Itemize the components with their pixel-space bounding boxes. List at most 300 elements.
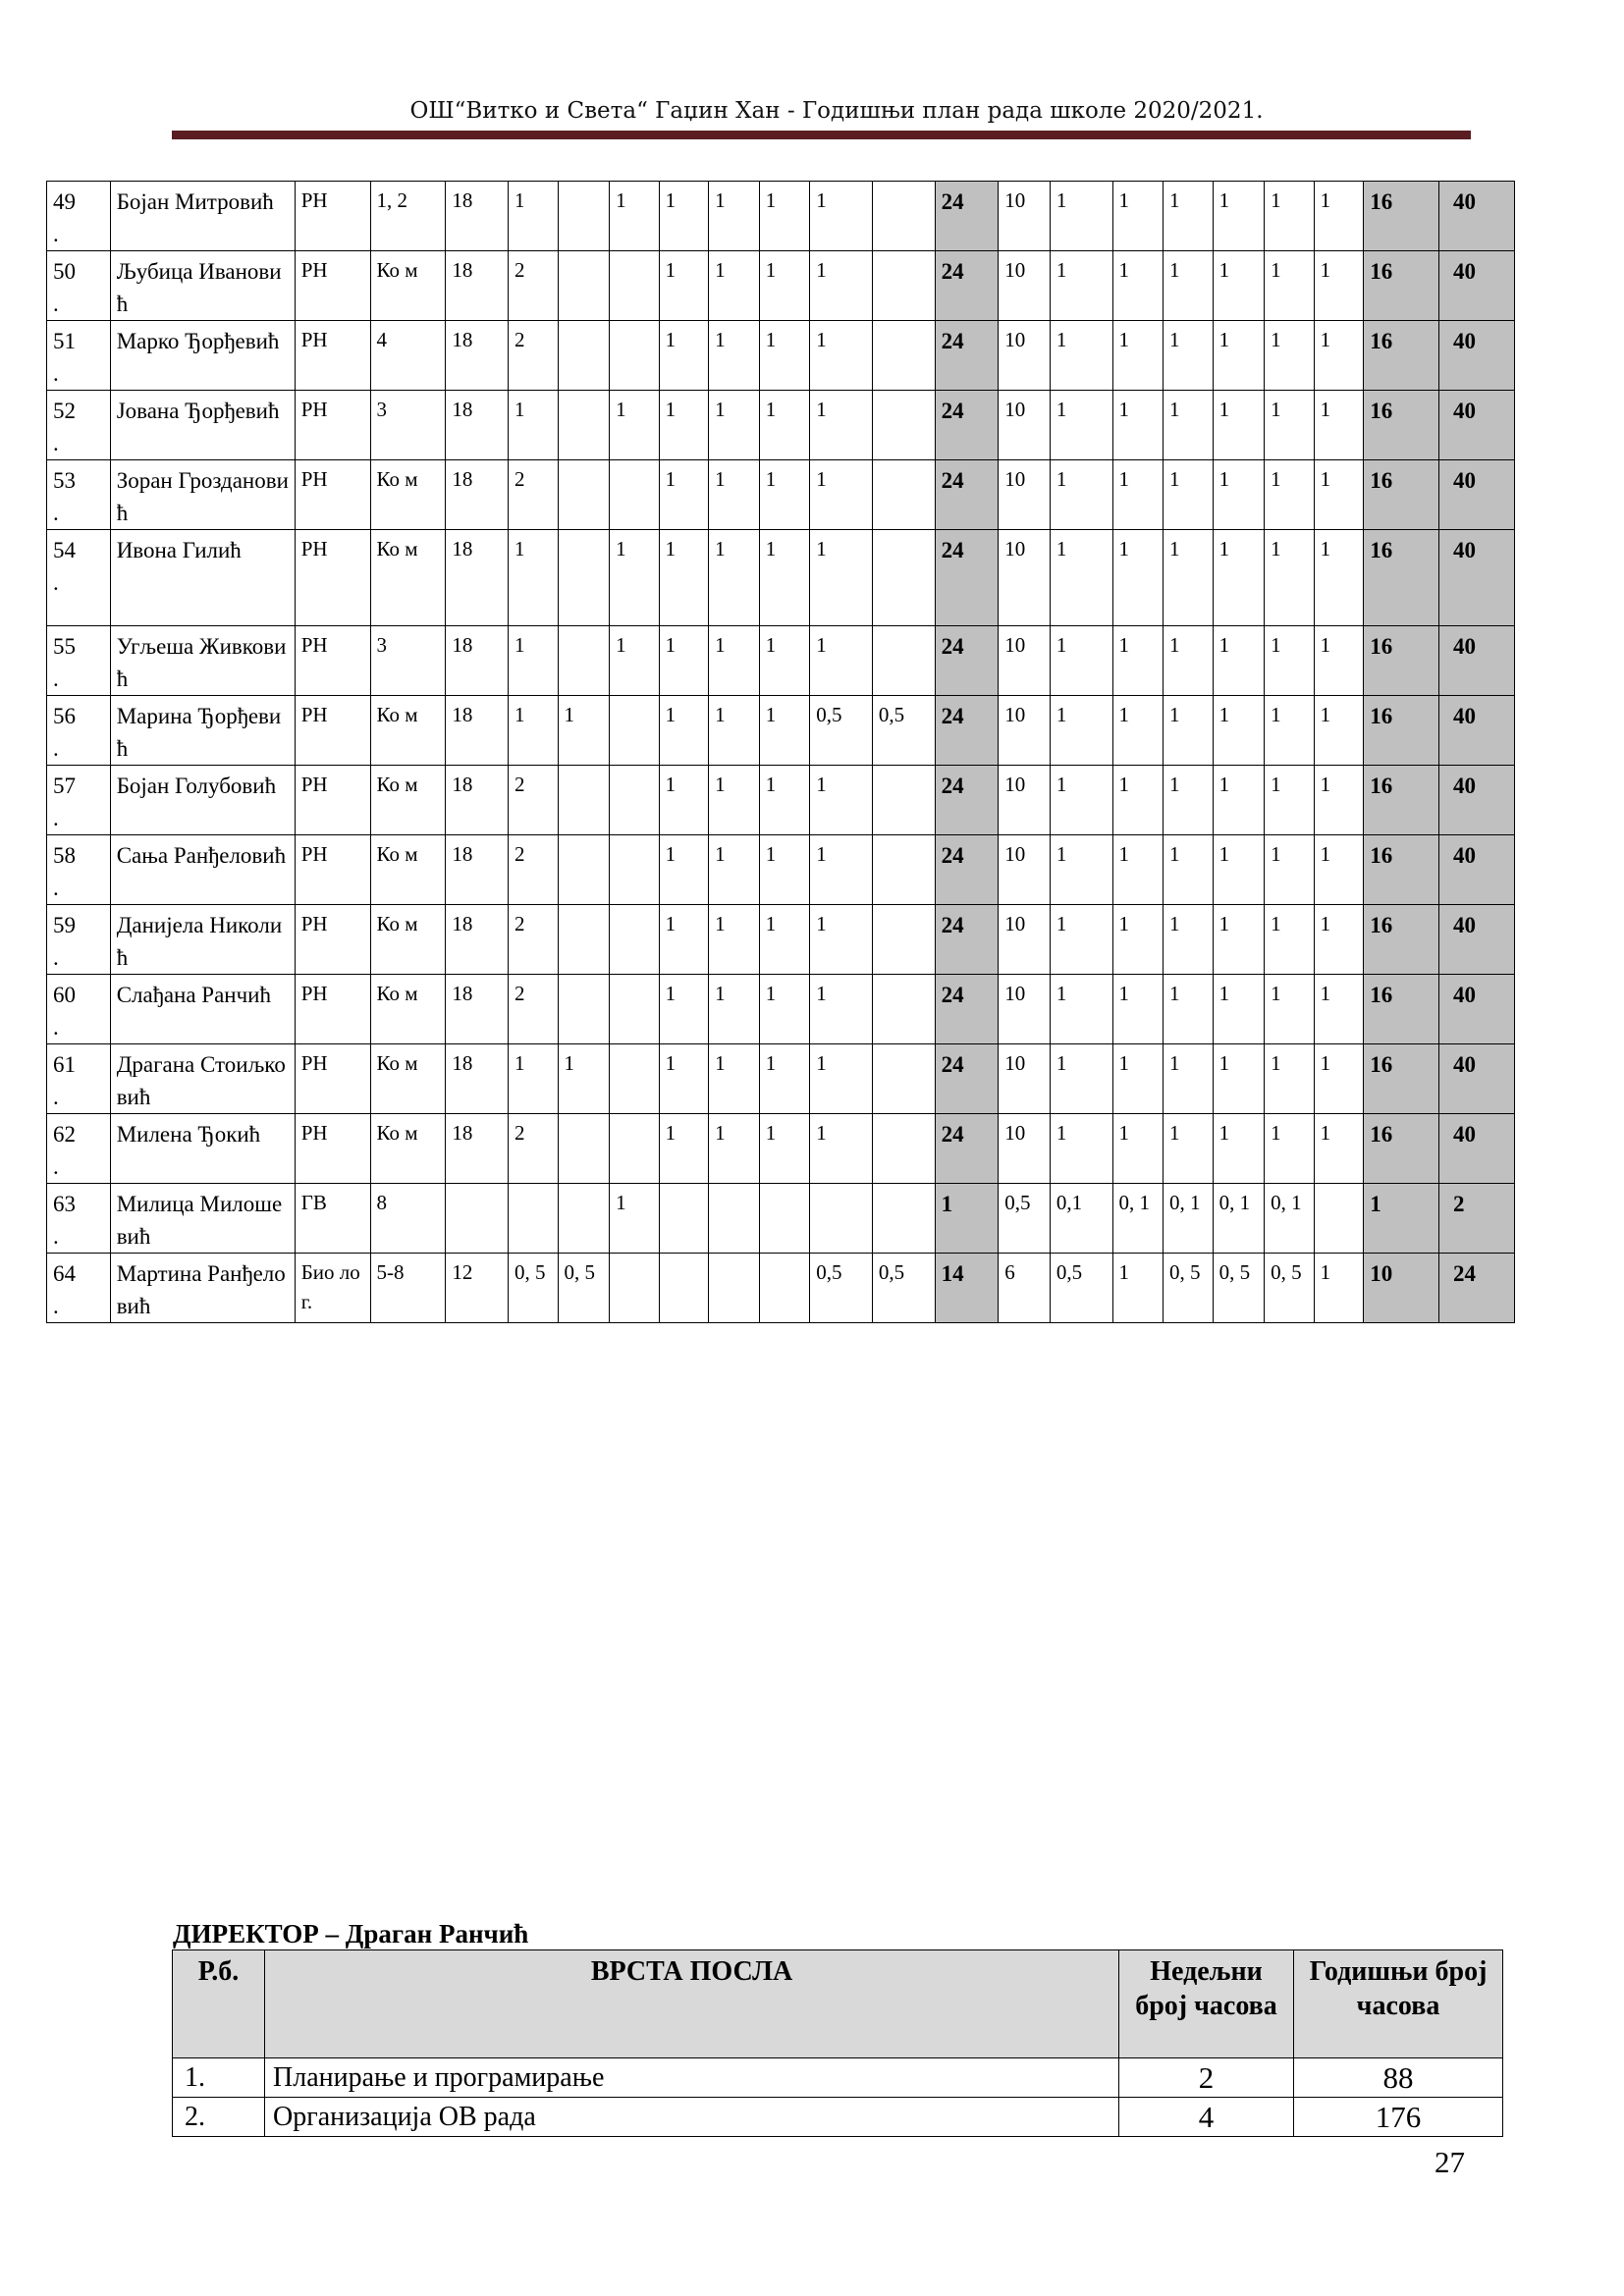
hours-cell xyxy=(558,321,610,391)
hours-cell xyxy=(558,626,610,696)
hours-cell xyxy=(872,1184,935,1254)
teacher-name: Милена Ђокић xyxy=(110,1114,295,1184)
hours-cell: 1 xyxy=(1213,460,1265,530)
teacher-name: Данијела Николић xyxy=(110,905,295,975)
hours-cell: 18 xyxy=(446,1114,509,1184)
hours-cell: 1 xyxy=(1314,766,1364,835)
hours-cell: 1 xyxy=(759,766,810,835)
hours-cell: РН xyxy=(295,391,370,460)
hours-cell: 24 xyxy=(935,696,999,766)
hours-cell xyxy=(610,766,660,835)
hours-cell xyxy=(558,766,610,835)
hours-cell xyxy=(872,626,935,696)
teacher-row xyxy=(47,905,1515,975)
hours-cell: 16 xyxy=(1364,975,1439,1044)
hours-cell: 1 xyxy=(810,766,873,835)
hours-cell: 1 xyxy=(1265,251,1315,321)
hours-cell: РН xyxy=(295,1114,370,1184)
hours-cell: 1 xyxy=(1050,182,1112,251)
hours-cell: 1 xyxy=(810,530,873,626)
hours-cell: 4 xyxy=(370,321,446,391)
hours-cell: 1 xyxy=(1050,766,1112,835)
hours-cell: 1 xyxy=(610,1184,660,1254)
hours-cell xyxy=(610,1254,660,1323)
weekly-hours: 2 xyxy=(1119,2058,1294,2098)
hours-cell: 1 xyxy=(1213,696,1265,766)
hours-cell xyxy=(610,696,660,766)
hours-cell: Ко м xyxy=(370,1044,446,1114)
hours-cell: 10 xyxy=(999,251,1051,321)
hours-cell: 1 xyxy=(1050,530,1112,626)
hours-cell: 1 xyxy=(1265,766,1315,835)
row-number: 61 . xyxy=(47,1044,111,1114)
hours-cell: 1 xyxy=(1265,391,1315,460)
hours-cell: 1 xyxy=(659,905,709,975)
hours-cell: 1 xyxy=(810,835,873,905)
row-number: 59 . xyxy=(47,905,111,975)
hours-cell xyxy=(872,391,935,460)
hours-cell: 1 xyxy=(759,905,810,975)
hours-cell: 1 xyxy=(1213,530,1265,626)
hours-cell: 18 xyxy=(446,321,509,391)
hours-cell: 0, 1 xyxy=(1265,1184,1315,1254)
hours-cell: 1 xyxy=(1050,835,1112,905)
hours-cell: 1 xyxy=(810,182,873,251)
hours-cell: 1 xyxy=(508,530,558,626)
hours-cell: 0, 1 xyxy=(1112,1184,1164,1254)
hours-cell: 1 xyxy=(1265,696,1315,766)
hours-cell: 1 xyxy=(810,626,873,696)
hours-cell: 10 xyxy=(999,460,1051,530)
hours-cell: 18 xyxy=(446,626,509,696)
hours-cell: 16 xyxy=(1364,391,1439,460)
hours-cell: 1 xyxy=(1213,1044,1265,1114)
hours-cell: 16 xyxy=(1364,530,1439,626)
hours-cell: 1 xyxy=(1213,626,1265,696)
hours-cell: 1 xyxy=(709,1114,760,1184)
hours-cell xyxy=(558,1114,610,1184)
hours-cell: 1 xyxy=(1314,975,1364,1044)
teacher-row xyxy=(47,766,1515,835)
teacher-row xyxy=(47,835,1515,905)
hours-cell: 1 xyxy=(508,1044,558,1114)
hours-cell: 18 xyxy=(446,696,509,766)
row-number: 50 . xyxy=(47,251,111,321)
hours-cell: 0, 1 xyxy=(1164,1184,1214,1254)
teacher-row xyxy=(47,1114,1515,1184)
hours-cell: 1 xyxy=(659,251,709,321)
hours-cell: РН xyxy=(295,460,370,530)
row-number: 49 . xyxy=(47,182,111,251)
teacher-name: Бојан Голубовић xyxy=(110,766,295,835)
hours-cell: 0,5 xyxy=(810,1254,873,1323)
hours-cell xyxy=(558,1184,610,1254)
row-number: 63 . xyxy=(47,1184,111,1254)
teacher-name: Сања Ранђеловић xyxy=(110,835,295,905)
hours-cell: 1 xyxy=(1164,460,1214,530)
hours-cell: 40 xyxy=(1439,530,1515,626)
hours-cell xyxy=(872,182,935,251)
weekly-hours: 4 xyxy=(1119,2098,1294,2137)
hours-cell: 1 xyxy=(1265,460,1315,530)
hours-cell: 2 xyxy=(508,321,558,391)
row-number: 2. xyxy=(173,2098,265,2137)
header-annual-hours: Годишњи број часова xyxy=(1294,1950,1503,2058)
header-weekly-hours: Недељни број часова xyxy=(1119,1950,1294,2058)
row-number: 54 . xyxy=(47,530,111,626)
hours-cell: 16 xyxy=(1364,321,1439,391)
hours-cell: 1 xyxy=(1112,1044,1164,1114)
hours-cell: Ко м xyxy=(370,696,446,766)
hours-cell: 1 xyxy=(1164,182,1214,251)
hours-cell: 1 xyxy=(508,696,558,766)
hours-cell: Ко м xyxy=(370,766,446,835)
hours-cell: 40 xyxy=(1439,696,1515,766)
hours-cell: 1 xyxy=(1314,530,1364,626)
hours-cell: 10 xyxy=(999,905,1051,975)
hours-cell: 1 xyxy=(1050,696,1112,766)
teacher-name: Бојан Митровић xyxy=(110,182,295,251)
hours-cell: 1 xyxy=(1314,460,1364,530)
hours-cell: 1 xyxy=(1112,391,1164,460)
hours-cell: РН xyxy=(295,626,370,696)
hours-cell: 8 xyxy=(370,1184,446,1254)
hours-cell: Ко м xyxy=(370,460,446,530)
hours-cell: 1 xyxy=(1112,766,1164,835)
hours-cell xyxy=(872,766,935,835)
hours-cell: 1 xyxy=(1213,1114,1265,1184)
hours-cell: 1 xyxy=(759,321,810,391)
hours-cell: 24 xyxy=(935,321,999,391)
hours-cell: 16 xyxy=(1364,835,1439,905)
hours-cell: 2 xyxy=(508,766,558,835)
hours-cell: 1 xyxy=(558,1044,610,1114)
hours-cell: 1 xyxy=(810,251,873,321)
hours-cell: 16 xyxy=(1364,696,1439,766)
hours-cell: 1 xyxy=(1164,251,1214,321)
annual-hours: 176 xyxy=(1294,2098,1503,2137)
hours-cell: 1 xyxy=(1164,1114,1214,1184)
teacher-row xyxy=(47,1184,1515,1254)
hours-cell: 1 xyxy=(810,391,873,460)
teacher-name: Слађана Ранчић xyxy=(110,975,295,1044)
hours-cell: 1 xyxy=(1265,1114,1315,1184)
hours-cell: 1 xyxy=(709,530,760,626)
hours-cell: 1 xyxy=(1050,975,1112,1044)
hours-cell: 2 xyxy=(508,975,558,1044)
hours-cell: 1 xyxy=(709,251,760,321)
hours-cell xyxy=(709,1184,760,1254)
row-number: 58 . xyxy=(47,835,111,905)
hours-cell: 40 xyxy=(1439,460,1515,530)
hours-cell: 1 xyxy=(759,835,810,905)
director-row xyxy=(173,2098,1503,2137)
hours-cell: 1 xyxy=(1213,321,1265,391)
hours-cell: РН xyxy=(295,835,370,905)
hours-cell: 1 xyxy=(1112,460,1164,530)
hours-cell: 0,5 xyxy=(872,696,935,766)
hours-cell xyxy=(759,1254,810,1323)
hours-cell: 24 xyxy=(935,1114,999,1184)
hours-cell: 10 xyxy=(999,391,1051,460)
hours-cell: 1 xyxy=(1213,975,1265,1044)
hours-cell: РН xyxy=(295,1044,370,1114)
hours-cell xyxy=(558,391,610,460)
hours-cell: 1 xyxy=(1314,1044,1364,1114)
hours-cell: 1 xyxy=(810,460,873,530)
hours-cell: РН xyxy=(295,975,370,1044)
hours-cell: 1 xyxy=(1213,391,1265,460)
row-number: 55 . xyxy=(47,626,111,696)
hours-cell: 1 xyxy=(1050,1114,1112,1184)
hours-cell: РН xyxy=(295,182,370,251)
hours-cell: 0, 5 xyxy=(558,1254,610,1323)
hours-cell: 1 xyxy=(1112,626,1164,696)
hours-cell: 18 xyxy=(446,975,509,1044)
teacher-row xyxy=(47,321,1515,391)
hours-cell: 1 xyxy=(610,626,660,696)
hours-cell: 1 xyxy=(709,696,760,766)
hours-cell: 10 xyxy=(999,530,1051,626)
hours-cell xyxy=(610,460,660,530)
hours-cell: 10 xyxy=(999,835,1051,905)
hours-cell: 1, 2 xyxy=(370,182,446,251)
hours-cell: 0,5 xyxy=(1050,1254,1112,1323)
annual-hours: 88 xyxy=(1294,2058,1503,2098)
hours-cell: 1 xyxy=(935,1184,999,1254)
hours-cell: 1 xyxy=(1050,460,1112,530)
hours-cell: 16 xyxy=(1364,182,1439,251)
hours-cell: 16 xyxy=(1364,460,1439,530)
hours-cell: 0, 1 xyxy=(1213,1184,1265,1254)
hours-cell: Ко м xyxy=(370,1114,446,1184)
teacher-name: Ивона Гилић xyxy=(110,530,295,626)
teacher-row xyxy=(47,182,1515,251)
hours-cell: 10 xyxy=(1364,1254,1439,1323)
hours-cell: 1 xyxy=(709,975,760,1044)
hours-cell: 1 xyxy=(1213,766,1265,835)
teacher-name: Љубица Ивановић xyxy=(110,251,295,321)
hours-cell: Ко м xyxy=(370,975,446,1044)
hours-cell: 1 xyxy=(659,460,709,530)
hours-cell: 18 xyxy=(446,766,509,835)
hours-cell: 1 xyxy=(1050,626,1112,696)
hours-cell xyxy=(508,1184,558,1254)
hours-cell: 0,5 xyxy=(810,696,873,766)
hours-cell: 3 xyxy=(370,626,446,696)
hours-cell: 1 xyxy=(1213,182,1265,251)
teacher-name: Драгана Стоиљковић xyxy=(110,1044,295,1114)
teacher-name: Марина Ђорђевић xyxy=(110,696,295,766)
hours-cell: 10 xyxy=(999,182,1051,251)
page-header-title: ОШ“Витко и Света“ Гаџин Хан - Годишњи план рада школе 2020/2021. xyxy=(409,98,1264,124)
hours-cell: 40 xyxy=(1439,835,1515,905)
hours-cell: 1 xyxy=(759,1044,810,1114)
hours-cell: 40 xyxy=(1439,182,1515,251)
hours-cell: 1 xyxy=(1164,321,1214,391)
hours-cell: 18 xyxy=(446,530,509,626)
hours-cell: 1 xyxy=(1265,182,1315,251)
hours-cell xyxy=(558,182,610,251)
hours-cell: 6 xyxy=(999,1254,1051,1323)
row-number: 56 . xyxy=(47,696,111,766)
hours-cell: 40 xyxy=(1439,626,1515,696)
hours-cell: 1 xyxy=(810,1114,873,1184)
hours-cell: РН xyxy=(295,251,370,321)
hours-cell: 1 xyxy=(810,975,873,1044)
hours-cell: 1 xyxy=(1050,1044,1112,1114)
header-rb: Р.б. xyxy=(173,1950,265,2058)
teacher-row xyxy=(47,696,1515,766)
hours-cell: 24 xyxy=(935,530,999,626)
teacher-hours-table xyxy=(46,181,1515,1323)
hours-cell: 1 xyxy=(759,530,810,626)
header-divider xyxy=(172,131,1471,139)
hours-cell: 1 xyxy=(759,251,810,321)
hours-cell: 1 xyxy=(610,391,660,460)
hours-cell: 24 xyxy=(935,975,999,1044)
hours-cell: 1 xyxy=(709,626,760,696)
hours-cell: 1 xyxy=(1314,1114,1364,1184)
hours-cell xyxy=(446,1184,509,1254)
hours-cell: 1 xyxy=(810,905,873,975)
hours-cell: 1 xyxy=(1314,905,1364,975)
hours-cell: 1 xyxy=(759,182,810,251)
hours-cell: 16 xyxy=(1364,905,1439,975)
hours-cell: 1 xyxy=(1112,835,1164,905)
work-type: Планирање и програмирање xyxy=(265,2058,1119,2098)
hours-cell: 1 xyxy=(759,391,810,460)
hours-cell: 1 xyxy=(1112,251,1164,321)
row-number: 51 . xyxy=(47,321,111,391)
hours-cell: 1 xyxy=(709,391,760,460)
hours-cell: 1 xyxy=(659,321,709,391)
hours-cell: Ко м xyxy=(370,530,446,626)
hours-cell xyxy=(558,530,610,626)
hours-cell: 1 xyxy=(759,626,810,696)
hours-cell xyxy=(659,1184,709,1254)
hours-cell xyxy=(558,835,610,905)
hours-cell: Ко м xyxy=(370,835,446,905)
page-number: 27 xyxy=(1435,2145,1465,2179)
hours-cell: 1 xyxy=(1050,391,1112,460)
hours-cell: 1 xyxy=(558,696,610,766)
hours-cell: 40 xyxy=(1439,905,1515,975)
hours-cell: 1 xyxy=(1265,975,1315,1044)
hours-cell: РН xyxy=(295,766,370,835)
hours-cell: 24 xyxy=(935,766,999,835)
hours-cell: 1 xyxy=(659,626,709,696)
hours-cell: 16 xyxy=(1364,766,1439,835)
hours-cell: 1 xyxy=(1213,251,1265,321)
hours-cell: 1 xyxy=(1112,182,1164,251)
hours-cell: 24 xyxy=(1439,1254,1515,1323)
hours-cell: 1 xyxy=(1164,1044,1214,1114)
row-number: 57 . xyxy=(47,766,111,835)
hours-cell xyxy=(610,1044,660,1114)
hours-cell xyxy=(872,1044,935,1114)
hours-cell: 1 xyxy=(1164,530,1214,626)
hours-cell: 1 xyxy=(709,766,760,835)
hours-cell: 1 xyxy=(1050,321,1112,391)
hours-cell: 1 xyxy=(1265,905,1315,975)
hours-cell: 1 xyxy=(1164,905,1214,975)
hours-cell: 1 xyxy=(610,530,660,626)
hours-cell xyxy=(872,460,935,530)
hours-cell: 1 xyxy=(1213,835,1265,905)
hours-cell: 1 xyxy=(1265,530,1315,626)
hours-cell: 0, 5 xyxy=(1213,1254,1265,1323)
hours-cell: 1 xyxy=(1112,1254,1164,1323)
hours-cell: 1 xyxy=(1112,1114,1164,1184)
hours-cell: 16 xyxy=(1364,251,1439,321)
hours-cell: 1 xyxy=(1112,696,1164,766)
hours-cell: 2 xyxy=(508,1114,558,1184)
hours-cell: 16 xyxy=(1364,1114,1439,1184)
hours-cell xyxy=(558,975,610,1044)
hours-cell: 1 xyxy=(1164,766,1214,835)
hours-cell: ГВ xyxy=(295,1184,370,1254)
hours-cell: 0, 5 xyxy=(1265,1254,1315,1323)
hours-cell: 40 xyxy=(1439,251,1515,321)
row-number: 1. xyxy=(173,2058,265,2098)
hours-cell: 1 xyxy=(1164,391,1214,460)
hours-cell: 16 xyxy=(1364,626,1439,696)
hours-cell xyxy=(610,321,660,391)
hours-cell: 12 xyxy=(446,1254,509,1323)
hours-cell: 1 xyxy=(1265,1044,1315,1114)
hours-cell: 18 xyxy=(446,251,509,321)
hours-cell xyxy=(610,251,660,321)
hours-cell: 24 xyxy=(935,391,999,460)
hours-cell: 1 xyxy=(709,321,760,391)
hours-cell: 1 xyxy=(659,766,709,835)
hours-cell: 10 xyxy=(999,1044,1051,1114)
director-row xyxy=(173,2058,1503,2098)
hours-cell: 24 xyxy=(935,905,999,975)
hours-cell xyxy=(872,321,935,391)
hours-cell: 24 xyxy=(935,835,999,905)
hours-cell: 1 xyxy=(1112,321,1164,391)
hours-cell: 18 xyxy=(446,391,509,460)
row-number: 53 . xyxy=(47,460,111,530)
teacher-name: Мартина Ранђеловић xyxy=(110,1254,295,1323)
hours-cell: 1 xyxy=(508,391,558,460)
hours-cell: 1 xyxy=(659,975,709,1044)
hours-cell: 1 xyxy=(810,321,873,391)
hours-cell xyxy=(558,905,610,975)
teacher-name: Марко Ђорђевић xyxy=(110,321,295,391)
hours-cell: 10 xyxy=(999,626,1051,696)
hours-cell: 10 xyxy=(999,975,1051,1044)
hours-cell: 1 xyxy=(1314,321,1364,391)
hours-cell: 1 xyxy=(1314,626,1364,696)
hours-cell xyxy=(872,835,935,905)
hours-cell xyxy=(872,251,935,321)
hours-cell xyxy=(610,1114,660,1184)
hours-cell: 1 xyxy=(659,391,709,460)
hours-cell: 10 xyxy=(999,696,1051,766)
director-table xyxy=(172,1949,1503,2137)
teacher-row xyxy=(47,1254,1515,1323)
hours-cell: 1 xyxy=(659,835,709,905)
hours-cell: 1 xyxy=(1314,696,1364,766)
teacher-row xyxy=(47,391,1515,460)
teacher-name: Зоран Гроздановић xyxy=(110,460,295,530)
teacher-name: Јована Ђорђевић xyxy=(110,391,295,460)
teacher-row xyxy=(47,460,1515,530)
hours-cell: 18 xyxy=(446,460,509,530)
